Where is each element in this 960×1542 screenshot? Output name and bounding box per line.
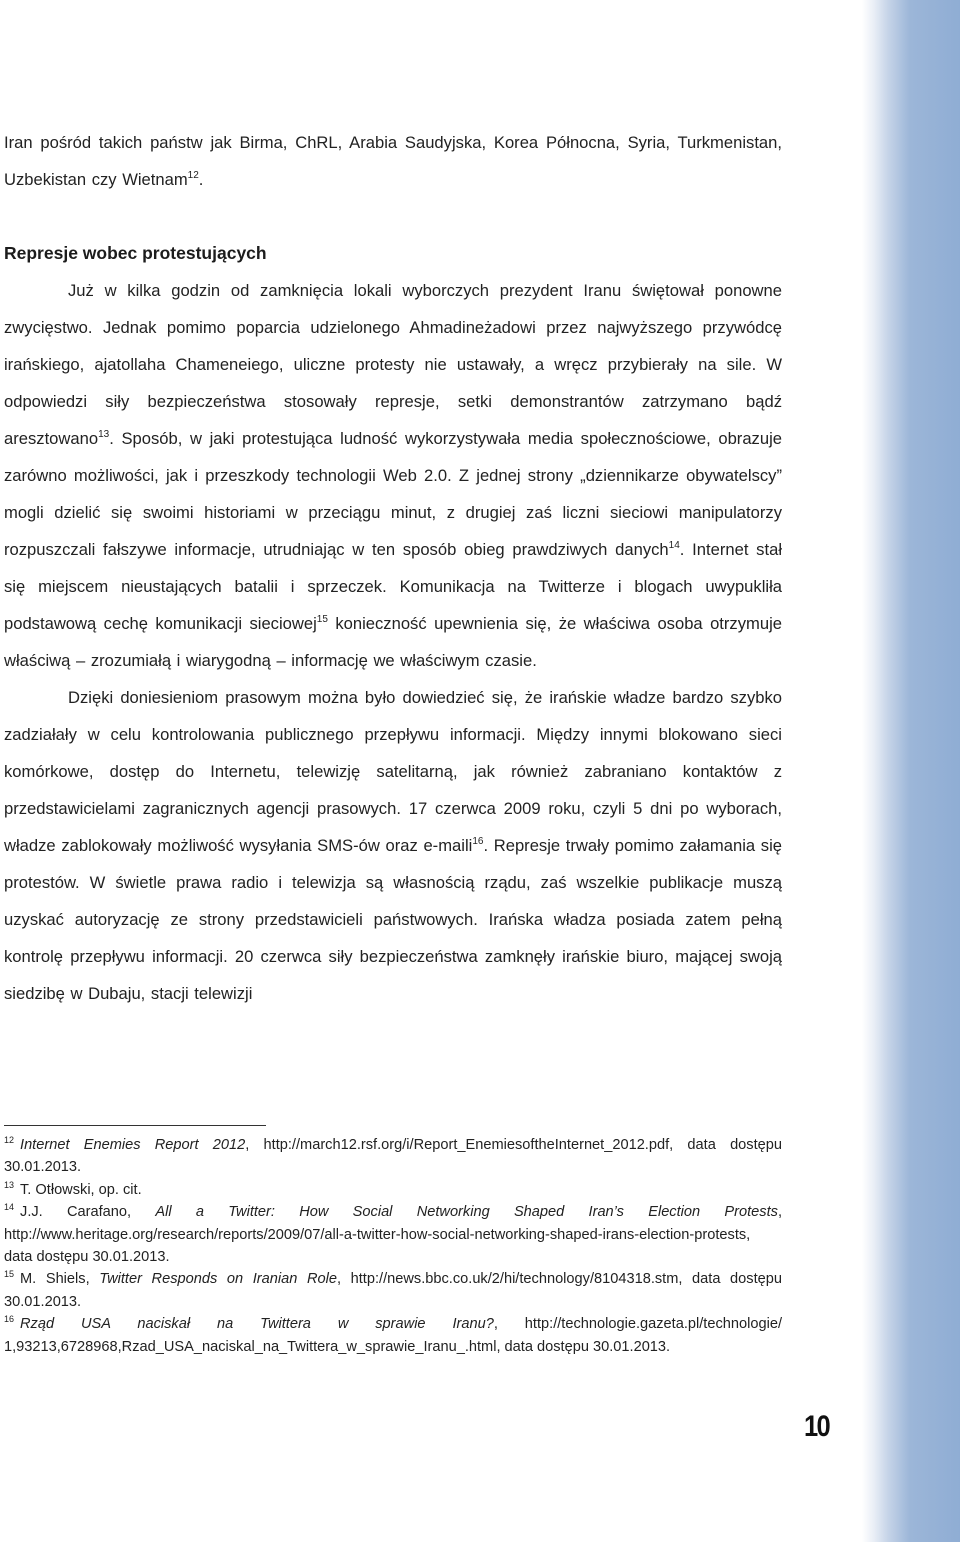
decorative-side-bar	[862, 0, 960, 1542]
footnote-15-link[interactable]: , http://news.bbc.co.uk/2/hi/technology/8104318.stm, data dostępu 30.01.2013.	[4, 1271, 782, 1310]
footnote-12-link[interactable]: , http://march12.rsf.org/i/Report_EnemiesoftheInternet_2012.pdf, data dostępu 30.01.2013.	[4, 1137, 783, 1176]
footnote-ref-15[interactable]: 15	[316, 614, 328, 625]
paragraph-1-text: Iran pośród takich państw jak Birma, ChRL, Arabia Saudyjska, Korea Północna, Syria, Turkmenistan, Uzbekistan czy Wietnam	[4, 133, 782, 189]
footnote-separator	[4, 1125, 266, 1126]
footnote-14: $^{14}$ J.J. Carafano, All a Twitter: How Social Networking Shaped Iran’s Election Protests, http://www.heritage.org/research/reports/2009/07/all-a-twitter-how-social-networking-shaped-irans-election-protests, data dostępu 30.01.2013.	[4, 1202, 782, 1266]
footnote-ref-16[interactable]: 16	[472, 836, 484, 847]
footnote-16: $^{16}$ Rząd USA naciskał na Twittera w sprawie Iranu?, http://technologie.gazeta.pl/technologie/ 1,93213,6728968,Rzad_USA_naciskal_na_Twittera_w_sprawie_Iranu_.html, data dostępu 30.01.2013.	[4, 1314, 782, 1355]
paragraph-3: Dzięki doniesieniom prasowym można było dowiedzieć się, że irańskie władze bardzo szybko zadziałały w celu kontrolowania publicznego przepływu informacji. Między innymi blokowano sieci komórkowe, dostęp do Internetu, telewizję satelitarną, jak również zabraniano kontaktów z przedstawicielami zagranicznych agencji prasowych. 17 czerwca 2009 roku, czyli 5 dni po wyborach, władze zablokowały możliwość wysyłania SMS-ów oraz e-maili$^{16}$. Represje trwały pomimo załamania się protestów. W świetle prawa radio i telewizja są własnością rządu, zaś wszelkie publikacje muszą uzyskać autoryzację ze strony przedstawicieli państwowych. Irańska władza posiada zatem pełną kontrolę przepływu informacji. 20 czerwca siły bezpieczeństwa zamknęły irańskie biuro, mającej swoją siedzibę w Dubaju, stacji telewizji	[4, 688, 782, 1003]
footnote-ref-13[interactable]: 13	[98, 429, 110, 440]
footnote-13: $^{13}$ T. Otłowski, op. cit.	[4, 1179, 142, 1198]
body-text	[4, 124, 782, 1012]
footnote-16-link[interactable]: , http://technologie.gazeta.pl/technologie/ 1,93213,6728968,Rzad_USA_naciskal_na_Twittera_w_sprawie_Iranu_.html, data dostępu 30.01.2013.	[4, 1316, 782, 1355]
paragraph-2: Już w kilka godzin od zamknięcia lokali wyborczych prezydent Iranu świętował ponowne zwycięstwo. Jednak pomimo poparcia udzielonego Ahmadineżadowi przez najwyższego przywódcę irańskiego, ajatollaha Chameneiego, uliczne protesty nie ustawały, a wręcz przybierały na sile. W odpowiedzi siły bezpieczeństwa stosowały represje, setki demonstrantów zatrzymano bądź aresztowano$^{13}$. Sposób, w jaki protestująca ludność wykorzystywała media społecznościowe, obrazuje zarówno możliwości, jak i przeszkody technologii Web 2.0. Z jednej strony „dziennikarze obywatelscy” mogli dzielić się swoimi historiami w przeciągu minut, z drugiej zaś liczni sieciowi manipulatorzy rozpuszczali fałszywe informacje, utrudniając w ten sposób obieg prawdziwych danych$^{14}$. Internet stał się miejscem nieustających batalii i sprzeczek. Komunikacja na Twitterze i blogach uwypukliła podstawową cechę komunikacji sieciowej$^{15}$ konieczność upewnienia się, że właściwa osoba otrzymuje właściwą – zrozumiałą i wiarygodną – informację we właściwym czasie.	[4, 281, 782, 670]
section-heading: Represje wobec protestujących	[4, 243, 267, 263]
footnote-15: $^{15}$ M. Shiels, Twitter Responds on Iranian Role, http://news.bbc.co.uk/2/hi/technology/8104318.stm, data dostępu 30.01.2013.	[4, 1269, 782, 1310]
footnote-12: $^{12}$ Internet Enemies Report 2012, http://march12.rsf.org/i/Report_EnemiesoftheInternet_2012.pdf, data dostępu 30.01.2013.	[4, 1135, 783, 1176]
footnote-14-link[interactable]: , http://www.heritage.org/research/reports/2009/07/all-a-twitter-how-social-networking-shaped-irans-election-protests, data dostępu 30.01.2013.	[4, 1204, 782, 1266]
paragraph-1: Iran pośród takich państw jak Birma, ChRL, Arabia Saudyjska, Korea Północna, Syria, Turkmenistan, Uzbekistan czy Wietnam$^{12}$.	[4, 133, 782, 189]
page-number: 10	[804, 1410, 829, 1443]
footnote-ref-12[interactable]: 12	[187, 170, 199, 181]
footnotes	[4, 1125, 782, 1358]
footnote-ref-14[interactable]: 14	[668, 540, 680, 551]
